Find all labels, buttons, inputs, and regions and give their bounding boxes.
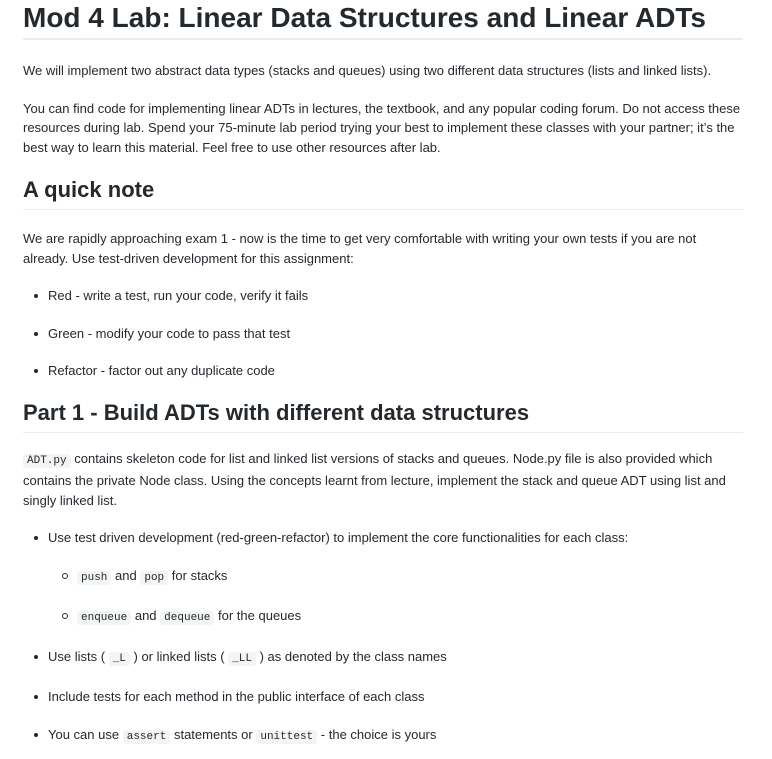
- lists-middle: ) or linked lists (: [133, 648, 225, 664]
- list-item: [48, 528, 743, 629]
- list-item: [48, 361, 743, 381]
- part1-list: [23, 528, 743, 747]
- queues-suffix: for the queues: [218, 608, 302, 623]
- assert-suffix: - the choice is yours: [320, 726, 437, 742]
- push-code: push: [77, 571, 111, 585]
- methods-sublist: [48, 566, 743, 629]
- page-title: Mod 4 Lab: Linear Data Structures and Linear ADTs: [23, 0, 743, 40]
- lists-suffix: ) as denoted by the class names: [259, 648, 447, 664]
- quick-note-paragraph: We are rapidly approaching exam 1 - now is the time to get very comfortable with writing your own tests if you are not already. Use test-driven development for this assignment:: [23, 231, 697, 266]
- linked-list-suffix-code: _LL: [228, 652, 256, 666]
- part1-description: contains skeleton code for list and linked list versions of stacks and queues. Node.py file is also provided which contains the private Node class. Using the concepts learnt from lecture, implement the stack and queue ADT using list and singly linked list.: [23, 450, 726, 508]
- tdd-bullet-text: Use test driven development (red-green-refactor) to implement the core functionalities for each class:: [48, 530, 629, 545]
- list-item: [77, 566, 743, 589]
- assert-middle: statements or: [173, 726, 253, 742]
- list-item: [48, 324, 743, 344]
- resources-paragraph: You can find code for implementing linear ADTs in lectures, the textbook, and any popular coding forum. Do not access these resources during lab. Spend your 75-minute lab period trying your best to implement these classes with your partner; it’s the best way to learn this material. Feel free to use other resources after lab.: [23, 100, 741, 155]
- pop-code: pop: [140, 571, 168, 585]
- intro-paragraph: We will implement two abstract data types (stacks and queues) using two different data structures (lists and linked lists).: [23, 63, 712, 78]
- stacks-suffix: for stacks: [171, 567, 228, 583]
- list-item: [48, 647, 743, 670]
- quick-note-heading: A quick note: [23, 176, 743, 210]
- and-text: and: [134, 608, 157, 623]
- enqueue-code: enqueue: [77, 611, 131, 625]
- assert-prefix: You can use: [48, 726, 120, 742]
- tdd-steps-list: [23, 286, 743, 381]
- list-item: [48, 286, 743, 306]
- adt-file-code: ADT.py: [23, 454, 71, 468]
- list-item: [48, 725, 743, 748]
- part1-paragraph: [23, 449, 743, 511]
- unittest-code: unittest: [256, 730, 317, 744]
- step-red: Red - write a test, run your code, verify it fails: [48, 288, 309, 303]
- assert-code: assert: [123, 730, 171, 744]
- list-suffix-code: _L: [109, 652, 130, 666]
- tests-bullet-text: Include tests for each method in the public interface of each class: [48, 689, 425, 704]
- step-green: Green - modify your code to pass that test: [48, 325, 291, 341]
- dequeue-code: dequeue: [160, 611, 214, 625]
- part1-heading: Part 1 - Build ADTs with different data structures: [23, 399, 743, 433]
- step-refactor: Refactor - factor out any duplicate code: [48, 363, 275, 378]
- list-item: [48, 687, 743, 707]
- and-text: and: [115, 567, 137, 583]
- lists-prefix: Use lists (: [48, 648, 106, 664]
- list-item: [77, 606, 743, 629]
